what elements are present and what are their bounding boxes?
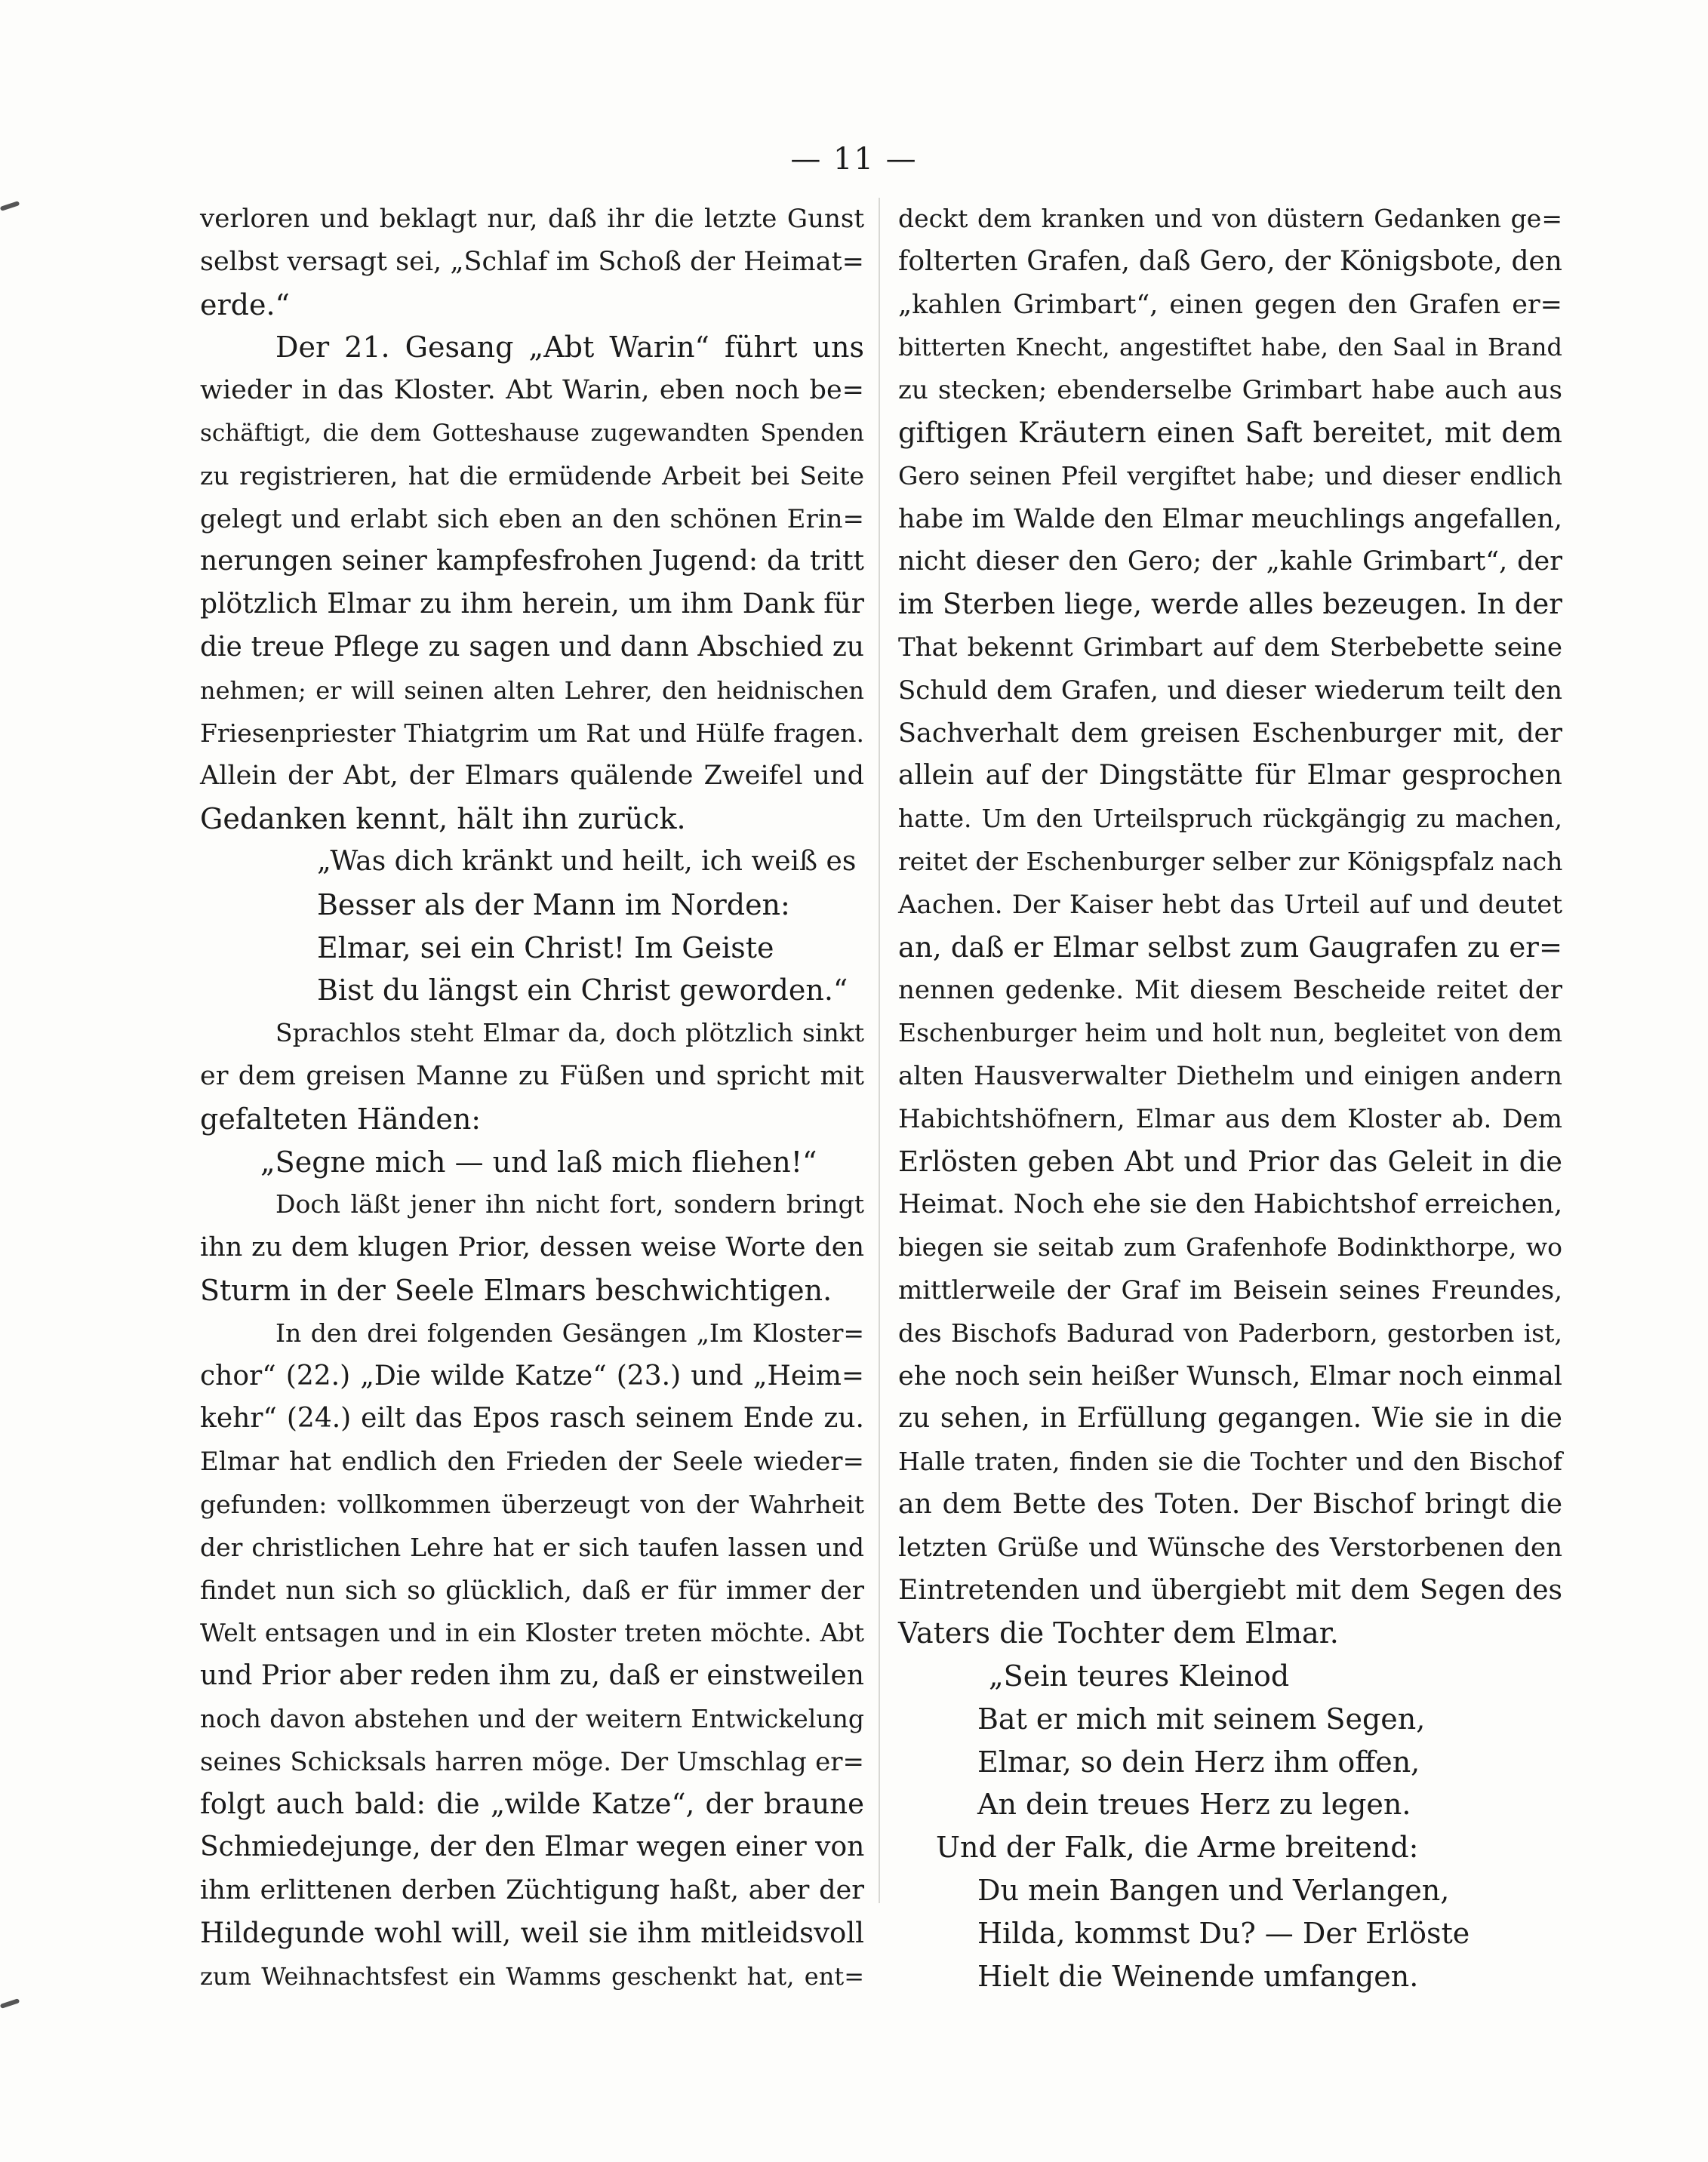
- text-line: folgt auch bald: die „wilde Katze“, der braune: [200, 1788, 864, 1821]
- text-line: selbst versagt sei, „Schlaf im Schoß der Heimat=: [200, 246, 864, 277]
- verse-line: Bat er mich mit seinem Segen,: [977, 1702, 1426, 1736]
- text-line: Eschenburger heim und holt nun, begleitet von dem: [898, 1018, 1562, 1048]
- text-line: alten Hausverwalter Diethelm und einigen andern: [898, 1060, 1562, 1091]
- text-line: Sachverhalt dem greisen Eschenburger mit, der: [898, 718, 1562, 749]
- verse-line: Bist du längst ein Christ geworden.“: [317, 973, 848, 1007]
- text-line: ihn zu dem klugen Prior, dessen weise Worte den: [200, 1232, 864, 1263]
- text-line: gelegt und erlabt sich eben an den schönen Erin=: [200, 503, 864, 534]
- text-line: Hildegunde wohl will, weil sie ihm mitleidsvoll: [200, 1916, 864, 1949]
- page-number: — 11 —: [790, 142, 918, 177]
- text-line: zu sehen, in Erfüllung gegangen. Wie sie in die: [898, 1403, 1562, 1435]
- text-line: Vaters die Tochter dem Elmar.: [898, 1616, 1339, 1650]
- paragraph-start: Sprachlos steht Elmar da, doch plötzlich sinkt: [275, 1018, 864, 1048]
- text-line: reitet der Eschenburger selber zur Königspfalz nach: [898, 846, 1563, 876]
- text-line: findet nun sich so glücklich, daß er für immer der: [200, 1575, 864, 1606]
- text-line: erde.“: [200, 288, 290, 321]
- text-line: Habichtshöfnern, Elmar aus dem Kloster ab. Dem: [898, 1103, 1562, 1134]
- text-line: habe im Walde den Elmar meuchlings angefallen,: [898, 503, 1562, 534]
- text-line: im Sterben liege, werde alles bezeugen. In der: [898, 588, 1562, 621]
- text-line: Elmar hat endlich den Frieden der Seele wieder=: [200, 1447, 864, 1478]
- text-line: bitterten Knecht, angestiftet habe, den Saal in Brand: [898, 333, 1562, 362]
- text-line: plötzlich Elmar zu ihm herein, um ihm Dank für: [200, 589, 864, 620]
- verse-line: Hielt die Weinende umfangen.: [977, 1959, 1419, 1993]
- text-line: mittlerweile der Graf im Beisein seines Freundes,: [898, 1275, 1562, 1306]
- text-line: wieder in das Kloster. Abt Warin, eben noch be=: [200, 375, 864, 406]
- text-line: Gero seinen Pfeil vergiftet habe; und dieser endlich: [898, 460, 1562, 491]
- verse-line: Hilda, kommst Du? — Der Erlöste: [977, 1916, 1470, 1950]
- paragraph-start: Doch läßt jener ihn nicht fort, sondern bringt: [275, 1189, 864, 1219]
- text-line: die treue Pflege zu sagen und dann Abschied zu: [200, 631, 864, 663]
- text-line: Schmiedejunge, der den Elmar wegen einer von: [200, 1831, 865, 1863]
- text-line: Welt entsagen und in ein Kloster treten möchte. Abt: [200, 1618, 864, 1648]
- text-line: zu stecken; ebenderselbe Grimbart habe auch aus: [898, 375, 1562, 406]
- text-line: Halle traten, finden sie die Tochter und den Bischof: [898, 1447, 1562, 1477]
- margin-mark: [0, 201, 20, 211]
- paragraph-start: Der 21. Gesang „Abt Warin“ führt uns: [275, 331, 864, 364]
- text-line: seines Schicksals harren möge. Der Umschlag er=: [200, 1746, 864, 1777]
- text-line: ihm erlittenen derben Züchtigung haßt, aber der: [200, 1875, 864, 1906]
- verse-line: „Was dich kränkt und heilt, ich weiß es: [317, 845, 857, 877]
- right-column: [898, 198, 1562, 1997]
- text-line: Heimat. Noch ehe sie den Habichtshof erreichen,: [898, 1189, 1563, 1220]
- verse-line: Du mein Bangen und Verlangen,: [977, 1874, 1450, 1908]
- text-line: folterten Grafen, daß Gero, der Königsbote, den: [898, 245, 1562, 277]
- text-line: und Prior aber reden ihm zu, daß er einstweilen: [200, 1660, 864, 1692]
- text-line: an, daß er Elmar selbst zum Gaugrafen zu er=: [898, 930, 1562, 964]
- text-line: kehr“ (24.) eilt das Epos rasch seinem Ende zu.: [200, 1403, 864, 1435]
- text-line: allein auf der Dingstätte für Elmar gesprochen: [898, 760, 1562, 792]
- text-line: er dem greisen Manne zu Füßen und spricht mit: [200, 1060, 864, 1091]
- verse-line: Besser als der Mann im Norden:: [317, 887, 790, 921]
- text-line: gefalteten Händen:: [200, 1102, 482, 1136]
- text-line: biegen sie seitab zum Grafenhofe Bodinkthorpe, wo: [898, 1232, 1562, 1262]
- text-line: Aachen. Der Kaiser hebt das Urteil auf und deutet: [898, 889, 1562, 920]
- text-line: Sturm in der Seele Elmars beschwichtigen.: [200, 1273, 832, 1307]
- text-line: „kahlen Grimbart“, einen gegen den Grafen er=: [898, 289, 1562, 320]
- text-line: That bekennt Grimbart auf dem Sterbebette seine: [898, 632, 1562, 663]
- text-line: nennen gedenke. Mit diesem Bescheide reitet der: [898, 975, 1562, 1006]
- verse-line: „Segne mich — und laß mich fliehen!“: [260, 1145, 817, 1179]
- left-column: [200, 198, 864, 1997]
- text-line: giftigen Kräutern einen Saft bereitet, mit dem: [898, 416, 1562, 449]
- text-line: nerungen seiner kampfesfrohen Jugend: da tritt: [200, 546, 864, 577]
- text-line: Gedanken kennt, hält ihn zurück.: [200, 802, 686, 836]
- text-line: Eintretenden und übergiebt mit dem Segen des: [898, 1574, 1562, 1606]
- paragraph-start: In den drei folgenden Gesängen „Im Kloster=: [275, 1318, 864, 1348]
- text-line: Schuld dem Grafen, und dieser wiederum teilt den: [898, 675, 1562, 706]
- text-line: nicht dieser den Gero; der „kahle Grimbart“, der: [898, 546, 1562, 577]
- verse-line: „Sein teures Kleinod: [989, 1659, 1290, 1693]
- text-line: nehmen; er will seinen alten Lehrer, den heidnischen: [200, 675, 864, 705]
- margin-mark: [0, 1998, 20, 2009]
- text-line: hatte. Um den Urteilspruch rückgängig zu machen,: [898, 804, 1562, 834]
- text-line: der christlichen Lehre hat er sich taufen lassen und: [200, 1532, 864, 1562]
- verse-line: Elmar, sei ein Christ! Im Geiste: [317, 930, 774, 964]
- text-line: schäftigt, die dem Gotteshause zugewandten Spenden: [200, 419, 864, 447]
- verse-line: Elmar, so dein Herz ihm offen,: [977, 1745, 1420, 1779]
- text-line: chor“ (22.) „Die wilde Katze“ (23.) und „Heim=: [200, 1360, 864, 1392]
- text-line: zu registrieren, hat die ermüdende Arbeit bei Seite: [200, 460, 864, 491]
- text-line: verloren und beklagt nur, daß ihr die letzte Gunst: [200, 204, 864, 234]
- text-line: letzten Grüße und Wünsche des Verstorbenen den: [898, 1532, 1562, 1563]
- text-line: des Bischofs Badurad von Paderborn, gestorben ist,: [898, 1318, 1562, 1348]
- text-line: deckt dem kranken und von düstern Gedanken ge=: [898, 204, 1562, 233]
- text-line: noch davon abstehen und der weitern Entwickelung: [200, 1703, 864, 1733]
- text-line: ehe noch sein heißer Wunsch, Elmar noch einmal: [898, 1361, 1562, 1392]
- text-line: Erlösten geben Abt und Prior das Geleit in die: [898, 1145, 1562, 1178]
- text-line: gefunden: vollkommen überzeugt von der Wahrheit: [200, 1489, 864, 1519]
- text-line: zum Weihnachtsfest ein Wamms geschenkt hat, ent=: [200, 1961, 864, 1991]
- column-divider: [879, 198, 880, 1903]
- text-line: Friesenpriester Thiatgrim um Rat und Hülfe fragen.: [200, 718, 864, 748]
- text-line: an dem Bette des Toten. Der Bischof bringt die: [898, 1488, 1562, 1520]
- text-line: Allein der Abt, der Elmars quälende Zweifel und: [200, 761, 864, 792]
- verse-line: Und der Falk, die Arme breitend:: [936, 1831, 1419, 1865]
- verse-line: An dein treues Herz zu legen.: [977, 1788, 1411, 1822]
